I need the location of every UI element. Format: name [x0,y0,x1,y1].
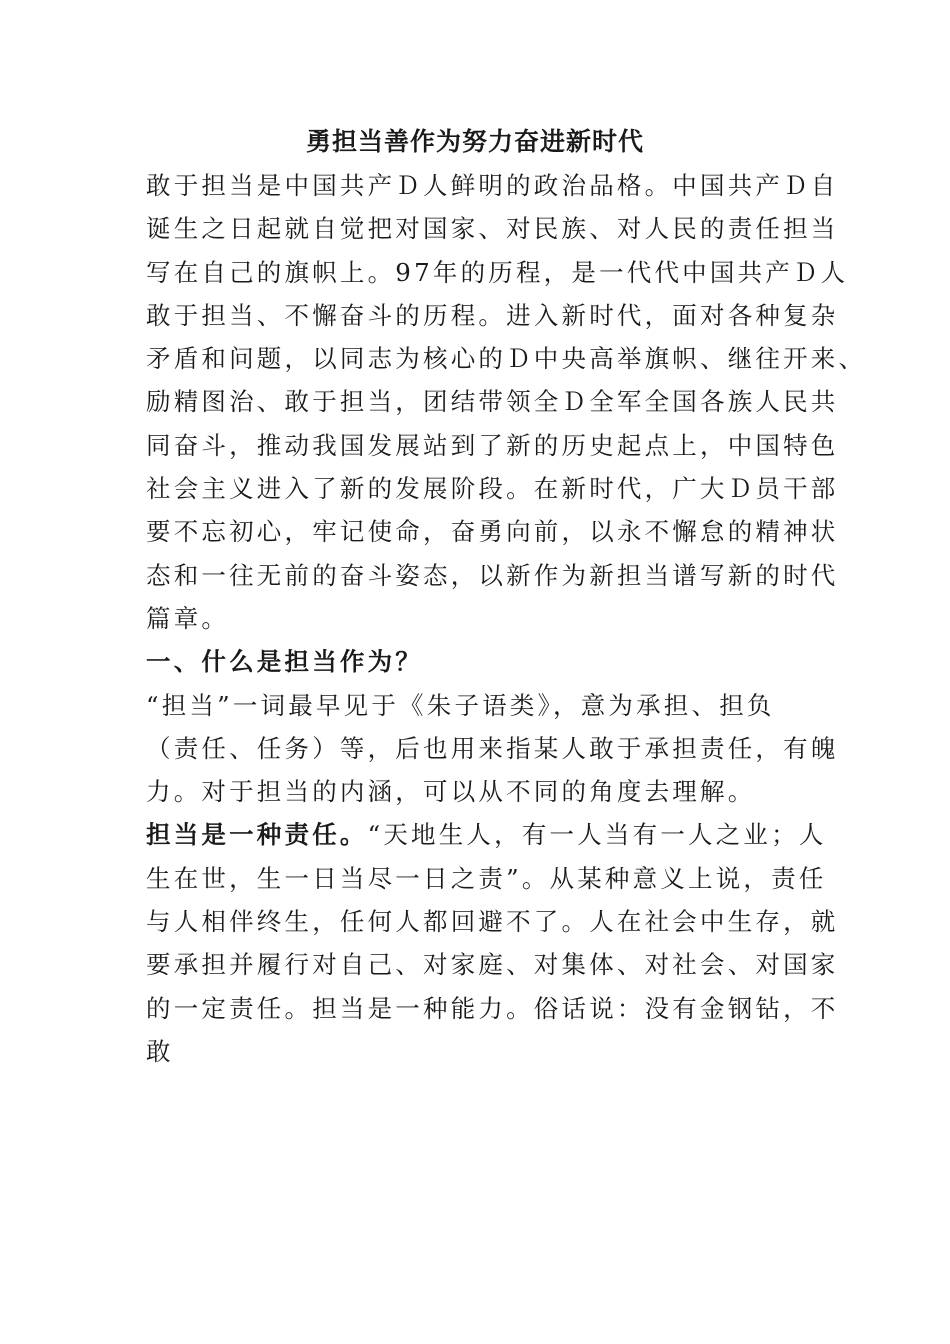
paragraph-line [146,813,827,856]
paragraph-line: 写在自己的旗帜上。97年的历程，是一代代中国共产Ｄ人 [146,257,849,287]
paragraph-line: 社会主义进入了新的发展阶段。在新时代，广大Ｄ员干部 [146,474,839,504]
paragraph-line: 态和一往无前的奋斗姿态，以新作为新担当谱写新的时代 [146,560,839,590]
paragraph-line: 要不忘初心，牢记使命，奋勇向前，以永不懈怠的精神状 [146,517,839,547]
paragraph-line: 要承担并履行对自己、对家庭、对集体、对社会、对国家 [146,950,839,980]
paragraph-line: （责任、任务）等，后也用来指某人敢于承担责任，有魄 [146,733,839,763]
paragraph-line: 诞生之日起就自觉把对国家、对民族、对人民的责任担当 [146,214,839,244]
bold-lead: 担当是一种责任。 [146,820,368,850]
paragraph-line: 的一定责任。担当是一种能力。俗话说：没有金钢钻，不 [146,993,839,1023]
paragraph-line: 力。对于担当的内涵，可以从不同的角度去理解。 [146,777,756,807]
document-title: 勇担当善作为努力奋进新时代 [305,127,644,156]
section-heading: 一、什么是担当作为？ [146,647,423,677]
paragraph-line: 励精图治、敢于担当，团结带领全Ｄ全军全国各族人民共 [146,387,839,417]
paragraph-line: 敢于担当是中国共产Ｄ人鲜明的政治品格。中国共产Ｄ自 [146,171,839,200]
paragraph-line: 矛盾和问题，以同志为核心的Ｄ中央高举旗帜、继往开来、 [146,344,867,374]
paragraph-line: 同奋斗，推动我国发展站到了新的历史起点上，中国特色 [146,430,839,460]
paragraph-line: 生在世，生一日当尽一日之责”。从某种意义上说，责任 [146,863,827,893]
paragraph-line: 篇章。 [146,603,230,633]
document-body [146,164,867,1073]
paragraph-line: 敢 [146,1036,174,1066]
paragraph-text: “天地生人，有一人当有一人之业；人 [367,820,827,850]
paragraph-line: 与人相伴终生，任何人都回避不了。人在社会中生存，就 [146,907,839,937]
paragraph-line: “担当”一词最早见于《朱子语类》，意为承担、担负 [146,690,775,720]
paragraph-line: 敢于担当、不懈奋斗的历程。进入新时代，面对各种复杂 [146,300,839,330]
